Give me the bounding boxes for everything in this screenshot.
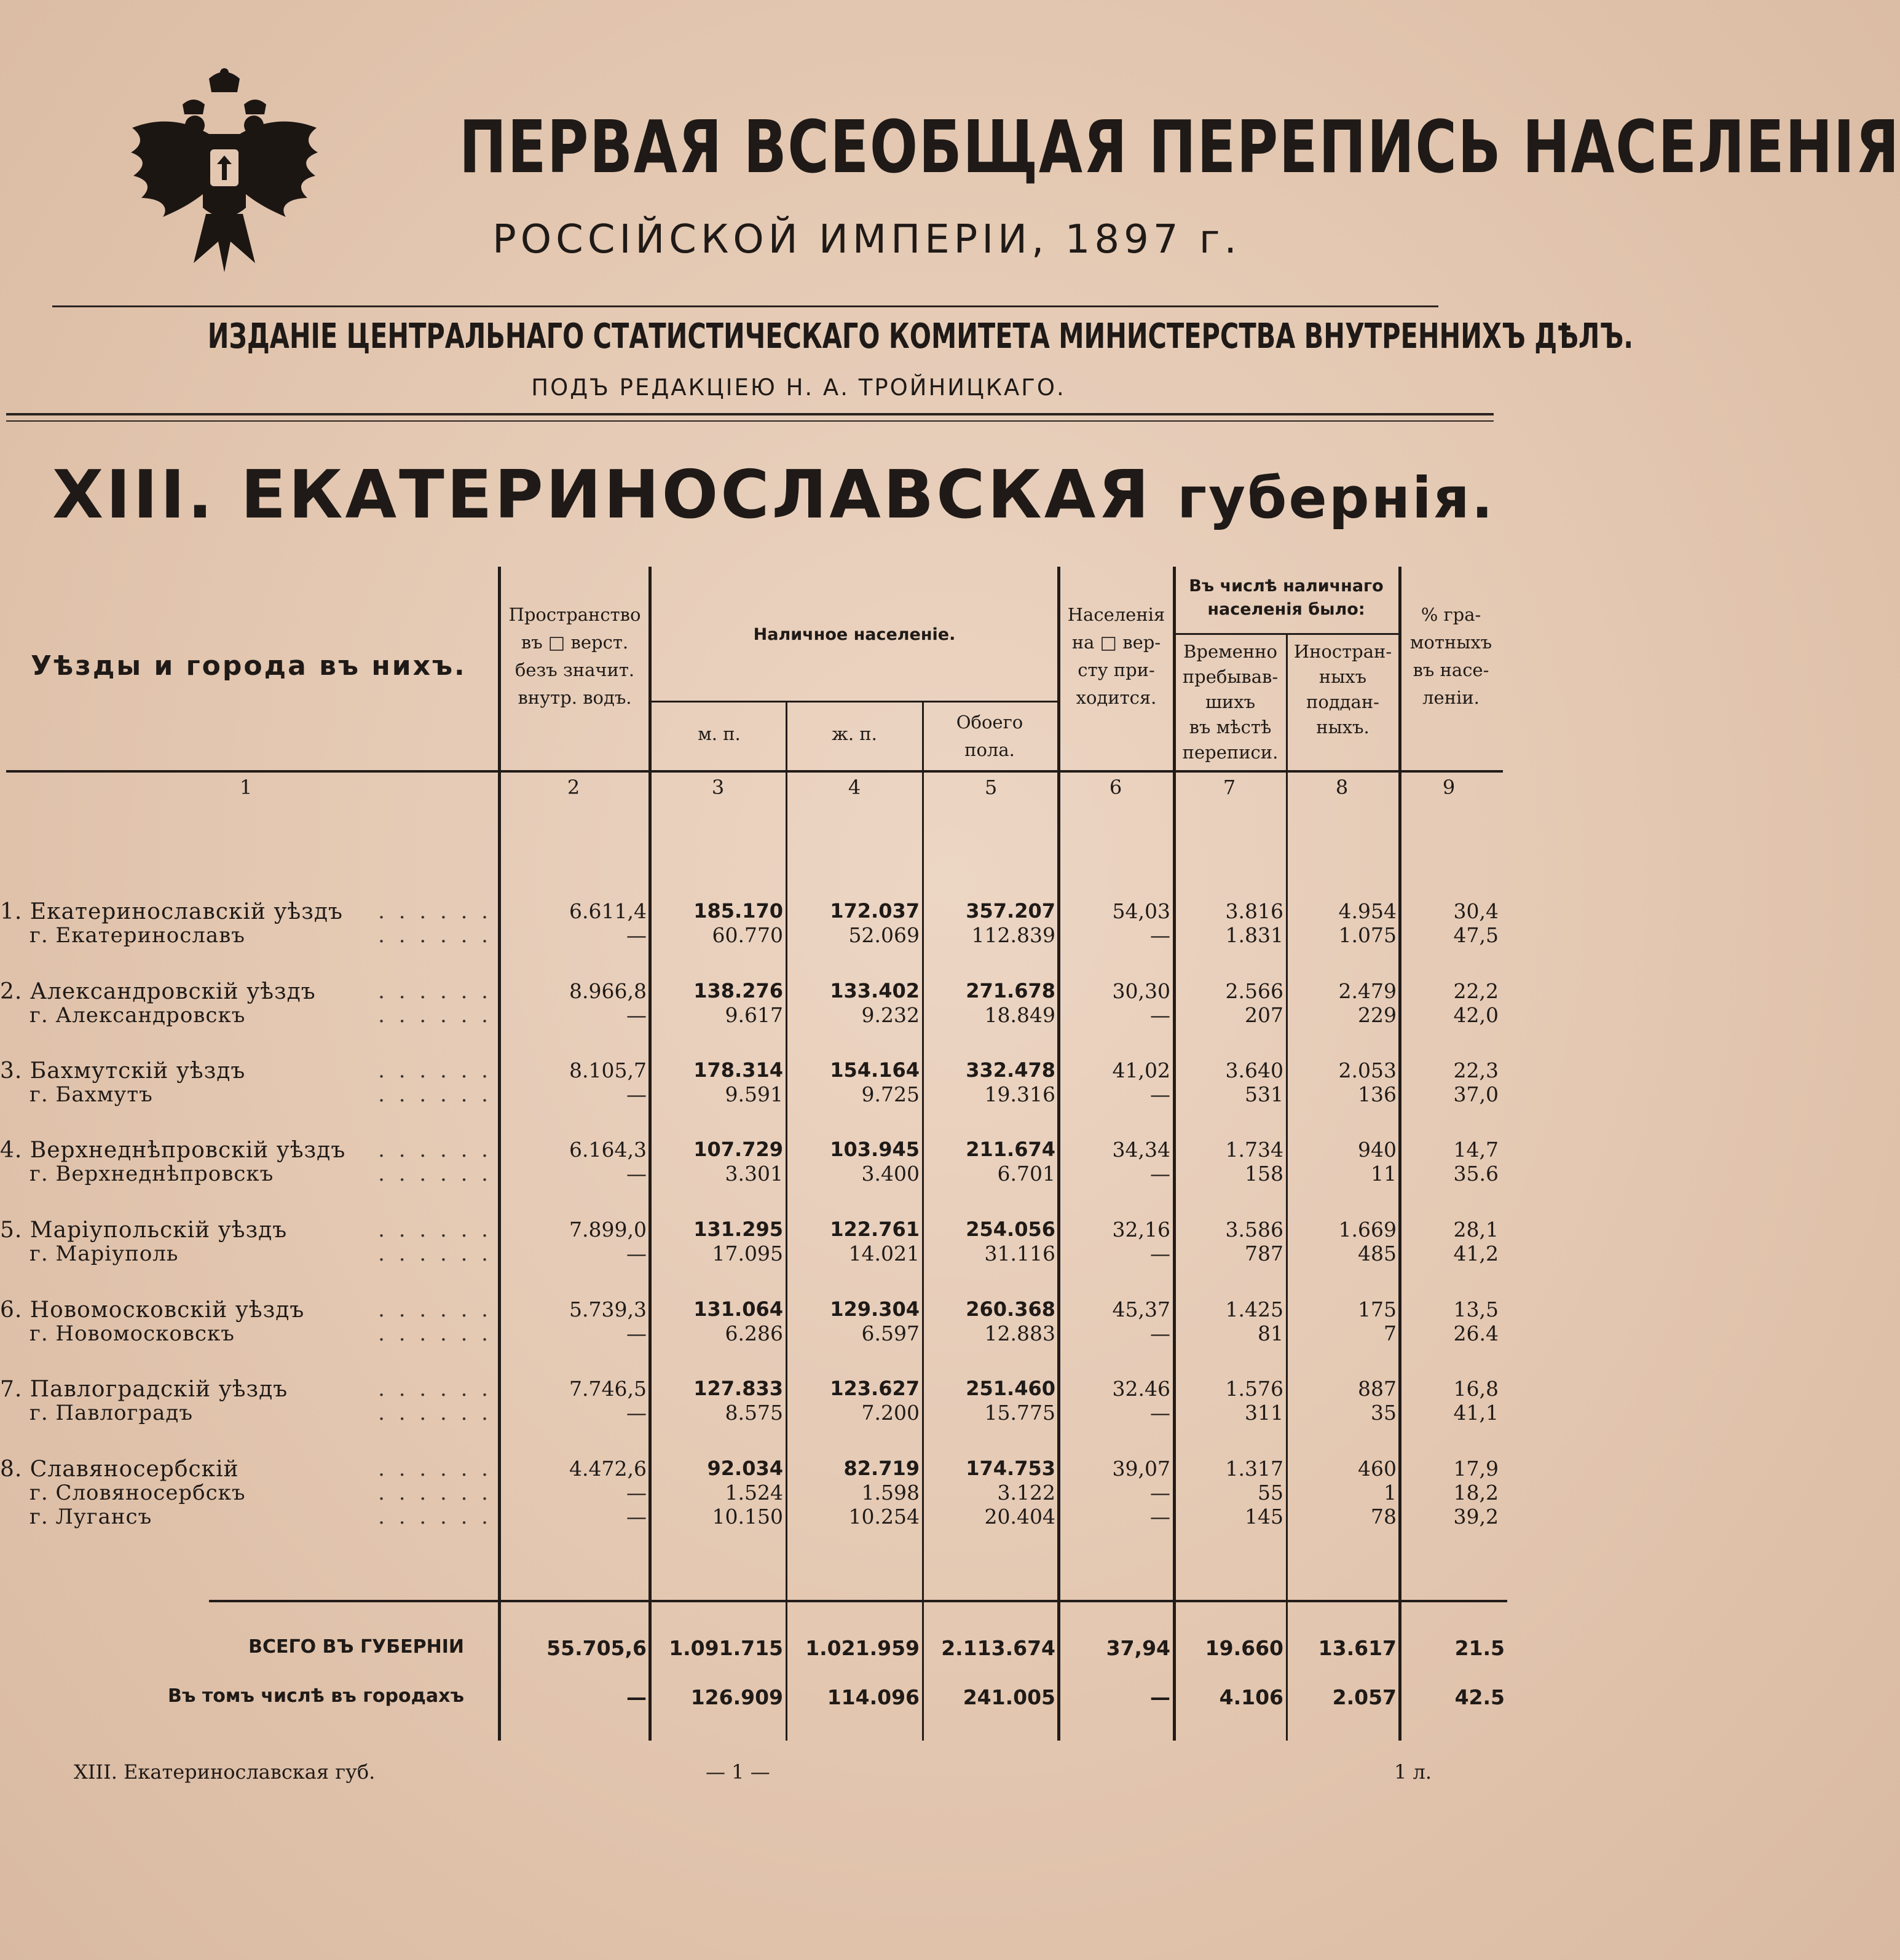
cell-literacy: 30,4 bbox=[1453, 899, 1499, 923]
cell-density: — bbox=[1150, 1401, 1170, 1425]
header-female: ж. п. bbox=[832, 723, 877, 744]
cell-male: 107.729 bbox=[693, 1138, 783, 1161]
table-row bbox=[0, 1162, 1597, 1186]
table-row bbox=[0, 1481, 1597, 1505]
header-subrule-population bbox=[652, 701, 1057, 703]
town-name: г. Новомосковскъ bbox=[30, 1321, 235, 1346]
cell-female: 14.021 bbox=[848, 1242, 920, 1265]
cell-temporary: 1.317 bbox=[1225, 1457, 1283, 1481]
town-name: г. Павлоградъ bbox=[30, 1401, 193, 1425]
cell-male: 178.314 bbox=[693, 1058, 783, 1082]
table-row bbox=[0, 899, 1597, 924]
cell-density: 54,03 bbox=[1112, 899, 1170, 923]
cell-male: 127.833 bbox=[693, 1377, 783, 1400]
header-rule-top bbox=[52, 305, 1438, 307]
colnum-5: 5 bbox=[984, 776, 998, 799]
cell-foreign: 7 bbox=[1384, 1321, 1397, 1345]
table-row bbox=[0, 1082, 1597, 1107]
cell-male: 138.276 bbox=[693, 979, 783, 1002]
cell-temporary: 1.425 bbox=[1225, 1297, 1283, 1321]
total-cell-female: 1.021.959 bbox=[805, 1636, 920, 1660]
cell-density: 32.46 bbox=[1112, 1377, 1170, 1401]
cell-literacy: 37,0 bbox=[1453, 1082, 1499, 1106]
cell-temporary: 3.640 bbox=[1225, 1058, 1283, 1082]
cell-male: 17.095 bbox=[712, 1242, 783, 1265]
header-temporary: Временно пребывав- шихъ въ мѣстѣ переписи. bbox=[1182, 641, 1279, 763]
cell-density: — bbox=[1150, 1505, 1170, 1529]
cell-density: 41,02 bbox=[1112, 1058, 1170, 1082]
district-name: 5. Маріупольскій уѣздъ bbox=[0, 1218, 288, 1243]
colnum-1: 1 bbox=[239, 776, 253, 799]
cell-literacy: 28,1 bbox=[1453, 1218, 1499, 1242]
cell-foreign: 175 bbox=[1358, 1297, 1397, 1321]
dot-leader: . . . . . . bbox=[378, 1481, 492, 1505]
cell-area: 8.105,7 bbox=[569, 1058, 647, 1082]
cell-literacy: 22,2 bbox=[1453, 979, 1499, 1003]
cell-area: — bbox=[626, 1321, 647, 1345]
cell-density: — bbox=[1150, 1003, 1170, 1027]
cell-temporary: 207 bbox=[1245, 1003, 1283, 1027]
cell-foreign: 78 bbox=[1371, 1505, 1397, 1529]
dot-leader: . . . . . . bbox=[378, 1162, 492, 1186]
totals-rule bbox=[209, 1600, 1507, 1602]
dot-leader: . . . . . . bbox=[378, 1058, 492, 1083]
cell-female: 7.200 bbox=[861, 1401, 920, 1425]
cell-area: — bbox=[626, 1505, 647, 1529]
dot-leader: . . . . . . bbox=[378, 1218, 492, 1242]
cell-female: 82.719 bbox=[843, 1457, 920, 1480]
cell-temporary: 1.576 bbox=[1225, 1377, 1283, 1401]
table-row bbox=[0, 979, 1597, 1004]
total-cell-area: — bbox=[626, 1685, 647, 1709]
cell-male: 9.591 bbox=[725, 1082, 783, 1106]
table-row bbox=[0, 1297, 1597, 1322]
cell-area: 5.739,3 bbox=[569, 1297, 647, 1321]
cell-both: 15.775 bbox=[984, 1401, 1055, 1425]
cell-literacy: 14,7 bbox=[1453, 1138, 1499, 1162]
dot-leader: . . . . . . bbox=[378, 923, 492, 948]
totals-row bbox=[0, 1636, 1597, 1661]
cell-literacy: 16,8 bbox=[1453, 1377, 1499, 1401]
cell-temporary: 311 bbox=[1245, 1401, 1283, 1425]
cell-female: 133.402 bbox=[830, 979, 920, 1002]
total-cell-density: — bbox=[1150, 1685, 1170, 1709]
header-present-group: Въ числѣ наличнаго населенія было: bbox=[1189, 577, 1384, 619]
dot-leader: . . . . . . bbox=[378, 1242, 492, 1266]
cell-foreign: 1.669 bbox=[1338, 1218, 1397, 1242]
total-cell-male: 1.091.715 bbox=[669, 1636, 783, 1660]
cell-area: — bbox=[626, 1242, 647, 1265]
header-male: м. п. bbox=[698, 723, 741, 744]
editor-line: ПОДЪ РЕДАКЦІЕЮ Н. А. ТРОЙНИЦКАГО. bbox=[531, 374, 1066, 401]
table-row bbox=[0, 1377, 1597, 1401]
section-heading bbox=[52, 457, 1495, 533]
dot-leader: . . . . . . bbox=[378, 1297, 492, 1322]
total-cell-density: 37,94 bbox=[1106, 1636, 1170, 1660]
district-name: 1. Екатеринославскій уѣздъ bbox=[0, 899, 343, 924]
header-foreign: Иностран- ныхъ поддан- ныхъ. bbox=[1293, 641, 1392, 738]
colnum-9: 9 bbox=[1442, 776, 1456, 799]
cell-female: 9.232 bbox=[861, 1003, 920, 1027]
cell-foreign: 887 bbox=[1358, 1377, 1397, 1401]
cell-female: 129.304 bbox=[830, 1297, 920, 1321]
header-bottom-rule bbox=[6, 770, 1503, 773]
cell-temporary: 1.831 bbox=[1225, 923, 1283, 947]
town-name: г. Екатеринославъ bbox=[30, 923, 245, 948]
cell-area: — bbox=[626, 923, 647, 947]
cell-female: 3.400 bbox=[861, 1162, 920, 1186]
cell-both: 254.056 bbox=[966, 1218, 1055, 1241]
cell-both: 211.674 bbox=[966, 1138, 1055, 1161]
section-name: ЕКАТЕРИНОСЛАВСКАЯ bbox=[240, 457, 1152, 533]
cell-literacy: 39,2 bbox=[1453, 1505, 1499, 1529]
cell-both: 19.316 bbox=[984, 1082, 1055, 1106]
dot-leader: . . . . . . bbox=[378, 1377, 492, 1401]
table-row bbox=[0, 1321, 1597, 1346]
header-population-group: Наличное населеніе. bbox=[753, 625, 956, 644]
cell-temporary: 145 bbox=[1245, 1505, 1283, 1529]
cell-area: 6.164,3 bbox=[569, 1138, 647, 1162]
table-row bbox=[0, 1401, 1597, 1425]
cell-foreign: 35 bbox=[1371, 1401, 1397, 1425]
cell-literacy: 13,5 bbox=[1453, 1297, 1499, 1321]
header-districts: Уѣзды и города въ нихъ. bbox=[31, 650, 467, 682]
cell-temporary: 81 bbox=[1258, 1321, 1283, 1345]
cell-both: 112.839 bbox=[971, 923, 1055, 947]
cell-foreign: 460 bbox=[1358, 1457, 1397, 1481]
cell-literacy: 18,2 bbox=[1453, 1481, 1499, 1505]
cell-foreign: 485 bbox=[1358, 1242, 1397, 1265]
colnum-8: 8 bbox=[1335, 776, 1349, 799]
total-towns-label: Въ томъ числѣ въ городахъ bbox=[168, 1685, 464, 1707]
cell-female: 1.598 bbox=[861, 1481, 920, 1505]
colnum-6: 6 bbox=[1109, 776, 1122, 799]
cell-both: 12.883 bbox=[984, 1321, 1055, 1345]
colnum-7: 7 bbox=[1223, 776, 1236, 799]
cell-male: 9.617 bbox=[725, 1003, 783, 1027]
cell-female: 9.725 bbox=[861, 1082, 920, 1106]
cell-both: 18.849 bbox=[984, 1003, 1055, 1027]
total-cell-temporary: 4.106 bbox=[1219, 1685, 1283, 1709]
cell-density: 32,16 bbox=[1112, 1218, 1170, 1242]
dot-leader: . . . . . . bbox=[378, 1457, 492, 1481]
cell-area: 7.746,5 bbox=[569, 1377, 647, 1401]
cell-literacy: 41,2 bbox=[1453, 1242, 1499, 1265]
imperial-eagle-emblem bbox=[126, 66, 323, 275]
cell-area: 7.899,0 bbox=[569, 1218, 647, 1242]
district-name: 6. Новомосковскій уѣздъ bbox=[0, 1297, 305, 1323]
town-name: г. Лугансъ bbox=[30, 1505, 152, 1529]
cell-density: 45,37 bbox=[1112, 1297, 1170, 1321]
cell-male: 92.034 bbox=[707, 1457, 783, 1480]
district-name: 4. Верхнеднѣпровскій уѣздъ bbox=[0, 1138, 346, 1163]
cell-both: 260.368 bbox=[966, 1297, 1055, 1321]
cell-female: 122.761 bbox=[830, 1218, 920, 1241]
cell-both: 174.753 bbox=[966, 1457, 1055, 1480]
cell-temporary: 787 bbox=[1245, 1242, 1283, 1265]
total-cell-male: 126.909 bbox=[690, 1685, 783, 1709]
total-cell-both: 241.005 bbox=[963, 1685, 1055, 1709]
cell-female: 172.037 bbox=[830, 899, 920, 923]
cell-foreign: 2.053 bbox=[1338, 1058, 1397, 1082]
town-name: г. Верхнеднѣпровскъ bbox=[30, 1162, 274, 1186]
section-number: XIII. bbox=[52, 457, 215, 533]
cell-literacy: 17,9 bbox=[1453, 1457, 1499, 1481]
cell-foreign: 136 bbox=[1358, 1082, 1397, 1106]
total-cell-foreign: 2.057 bbox=[1332, 1685, 1397, 1709]
district-name: 8. Славяносербскій bbox=[0, 1457, 239, 1482]
cell-literacy: 26.4 bbox=[1453, 1321, 1499, 1345]
table-row bbox=[0, 1003, 1597, 1028]
header-rule-bottom-2 bbox=[6, 420, 1494, 422]
publisher-line: ИЗДАНІЕ ЦЕНТРАЛЬНАГО СТАТИСТИЧЕСКАГО КОМИТЕТА МИНИСТЕРСТВА ВНУТРЕННИХЪ ДѢЛЪ. bbox=[207, 317, 1634, 356]
cell-male: 185.170 bbox=[693, 899, 783, 923]
header-area: Пространство въ □ верст. безъ значит. внутр. водъ. bbox=[508, 604, 641, 708]
cell-temporary: 531 bbox=[1245, 1082, 1283, 1106]
district-name: 3. Бахмутскій уѣздъ bbox=[0, 1058, 246, 1084]
vline-7 bbox=[1286, 633, 1288, 1741]
cell-female: 52.069 bbox=[848, 923, 920, 947]
cell-both: 6.701 bbox=[997, 1162, 1055, 1186]
cell-female: 103.945 bbox=[830, 1138, 920, 1161]
cell-density: — bbox=[1150, 1242, 1170, 1265]
cell-density: — bbox=[1150, 1162, 1170, 1186]
table-row bbox=[0, 1242, 1597, 1266]
cell-density: — bbox=[1150, 1082, 1170, 1106]
cell-both: 3.122 bbox=[997, 1481, 1055, 1505]
totals-row bbox=[0, 1685, 1597, 1710]
district-name: 2. Александровскій уѣздъ bbox=[0, 979, 316, 1004]
table-row bbox=[0, 1505, 1597, 1529]
footer-left: XIII. Екатеринославская губ. bbox=[74, 1760, 376, 1784]
cell-male: 60.770 bbox=[712, 923, 783, 947]
total-cell-female: 114.096 bbox=[827, 1685, 920, 1709]
cell-foreign: 1 bbox=[1384, 1481, 1397, 1505]
footer-sheet: 1 л. bbox=[1394, 1760, 1432, 1784]
total-cell-literacy: 42.5 bbox=[1454, 1685, 1505, 1709]
dot-leader: . . . . . . bbox=[378, 1401, 492, 1425]
cell-area: — bbox=[626, 1162, 647, 1186]
cell-temporary: 1.734 bbox=[1225, 1138, 1283, 1162]
cell-area: 8.966,8 bbox=[569, 979, 647, 1003]
cell-density: 34,34 bbox=[1112, 1138, 1170, 1162]
section-suffix: губернія. bbox=[1177, 465, 1495, 531]
cell-temporary: 3.816 bbox=[1225, 899, 1283, 923]
town-name: г. Бахмутъ bbox=[30, 1082, 153, 1107]
header-both: Обоего пола. bbox=[956, 712, 1023, 760]
cell-foreign: 1.075 bbox=[1338, 923, 1397, 947]
town-name: г. Александровскъ bbox=[30, 1003, 246, 1028]
town-name: г. Маріуполь bbox=[30, 1242, 179, 1266]
dot-leader: . . . . . . bbox=[378, 1003, 492, 1028]
cell-both: 31.116 bbox=[984, 1242, 1055, 1265]
colnum-2: 2 bbox=[567, 776, 580, 799]
cell-female: 123.627 bbox=[830, 1377, 920, 1400]
cell-male: 6.286 bbox=[725, 1321, 783, 1345]
cell-female: 154.164 bbox=[830, 1058, 920, 1082]
table-row bbox=[0, 1138, 1597, 1162]
table-row bbox=[0, 1058, 1597, 1083]
dot-leader: . . . . . . bbox=[378, 1505, 492, 1529]
dot-leader: . . . . . . bbox=[378, 1082, 492, 1107]
cell-male: 1.524 bbox=[725, 1481, 783, 1505]
cell-male: 8.575 bbox=[725, 1401, 783, 1425]
cell-temporary: 158 bbox=[1245, 1162, 1283, 1186]
cell-area: 6.611,4 bbox=[569, 899, 647, 923]
total-cell-both: 2.113.674 bbox=[941, 1636, 1055, 1660]
publication-subtitle: РОССІЙСКОЙ ИМПЕРІИ, 1897 г. bbox=[492, 217, 1241, 262]
town-name: г. Словяносербскъ bbox=[30, 1481, 246, 1505]
cell-male: 10.150 bbox=[712, 1505, 783, 1529]
cell-temporary: 55 bbox=[1258, 1481, 1283, 1505]
cell-male: 131.295 bbox=[693, 1218, 783, 1241]
cell-area: — bbox=[626, 1003, 647, 1027]
cell-area: 4.472,6 bbox=[569, 1457, 647, 1481]
cell-temporary: 2.566 bbox=[1225, 979, 1283, 1003]
header-density: Населенія на □ вер- сту при- ходится. bbox=[1067, 604, 1165, 708]
cell-foreign: 229 bbox=[1358, 1003, 1397, 1027]
total-cell-foreign: 13.617 bbox=[1318, 1636, 1397, 1660]
cell-male: 3.301 bbox=[725, 1162, 783, 1186]
cell-literacy: 35.6 bbox=[1453, 1162, 1499, 1186]
cell-area: — bbox=[626, 1082, 647, 1106]
cell-density: — bbox=[1150, 1321, 1170, 1345]
table-row bbox=[0, 923, 1597, 948]
cell-foreign: 4.954 bbox=[1338, 899, 1397, 923]
cell-area: — bbox=[626, 1481, 647, 1505]
dot-leader: . . . . . . bbox=[378, 1321, 492, 1346]
table-row bbox=[0, 1457, 1597, 1481]
cell-foreign: 11 bbox=[1371, 1162, 1397, 1186]
cell-both: 271.678 bbox=[966, 979, 1055, 1002]
total-cell-area: 55.705,6 bbox=[546, 1636, 647, 1660]
colnum-3: 3 bbox=[711, 776, 725, 799]
colnum-4: 4 bbox=[848, 776, 861, 799]
cell-both: 332.478 bbox=[966, 1058, 1055, 1082]
table-row bbox=[0, 1218, 1597, 1242]
cell-density: 39,07 bbox=[1112, 1457, 1170, 1481]
cell-foreign: 940 bbox=[1358, 1138, 1397, 1162]
cell-density: — bbox=[1150, 1481, 1170, 1505]
header-literacy: % гра- мотныхъ въ насе- леніи. bbox=[1409, 604, 1492, 708]
header-rule-bottom-1 bbox=[6, 413, 1494, 415]
cell-female: 6.597 bbox=[861, 1321, 920, 1345]
dot-leader: . . . . . . bbox=[378, 899, 492, 924]
publication-title: ПЕРВАЯ ВСЕОБЩАЯ ПЕРЕПИСЬ НАСЕЛЕНІЯ bbox=[459, 104, 1900, 189]
cell-both: 251.460 bbox=[966, 1377, 1055, 1400]
cell-female: 10.254 bbox=[848, 1505, 920, 1529]
cell-foreign: 2.479 bbox=[1338, 979, 1397, 1003]
dot-leader: . . . . . . bbox=[378, 1138, 492, 1162]
cell-male: 131.064 bbox=[693, 1297, 783, 1321]
cell-both: 357.207 bbox=[966, 899, 1055, 923]
cell-literacy: 47,5 bbox=[1453, 923, 1499, 947]
district-name: 7. Павлоградскій уѣздъ bbox=[0, 1377, 288, 1402]
cell-literacy: 41,1 bbox=[1453, 1401, 1499, 1425]
cell-density: 30,30 bbox=[1112, 979, 1170, 1003]
cell-both: 20.404 bbox=[984, 1505, 1055, 1529]
total-province-label: ВСЕГО ВЪ ГУБЕРНІИ bbox=[248, 1636, 464, 1658]
cell-density: — bbox=[1150, 923, 1170, 947]
cell-literacy: 22,3 bbox=[1453, 1058, 1499, 1082]
cell-literacy: 42,0 bbox=[1453, 1003, 1499, 1027]
footer-page-number: — 1 — bbox=[706, 1760, 770, 1784]
dot-leader: . . . . . . bbox=[378, 979, 492, 1004]
cell-area: — bbox=[626, 1401, 647, 1425]
total-cell-literacy: 21.5 bbox=[1454, 1636, 1505, 1660]
cell-temporary: 3.586 bbox=[1225, 1218, 1283, 1242]
total-cell-temporary: 19.660 bbox=[1205, 1636, 1283, 1660]
